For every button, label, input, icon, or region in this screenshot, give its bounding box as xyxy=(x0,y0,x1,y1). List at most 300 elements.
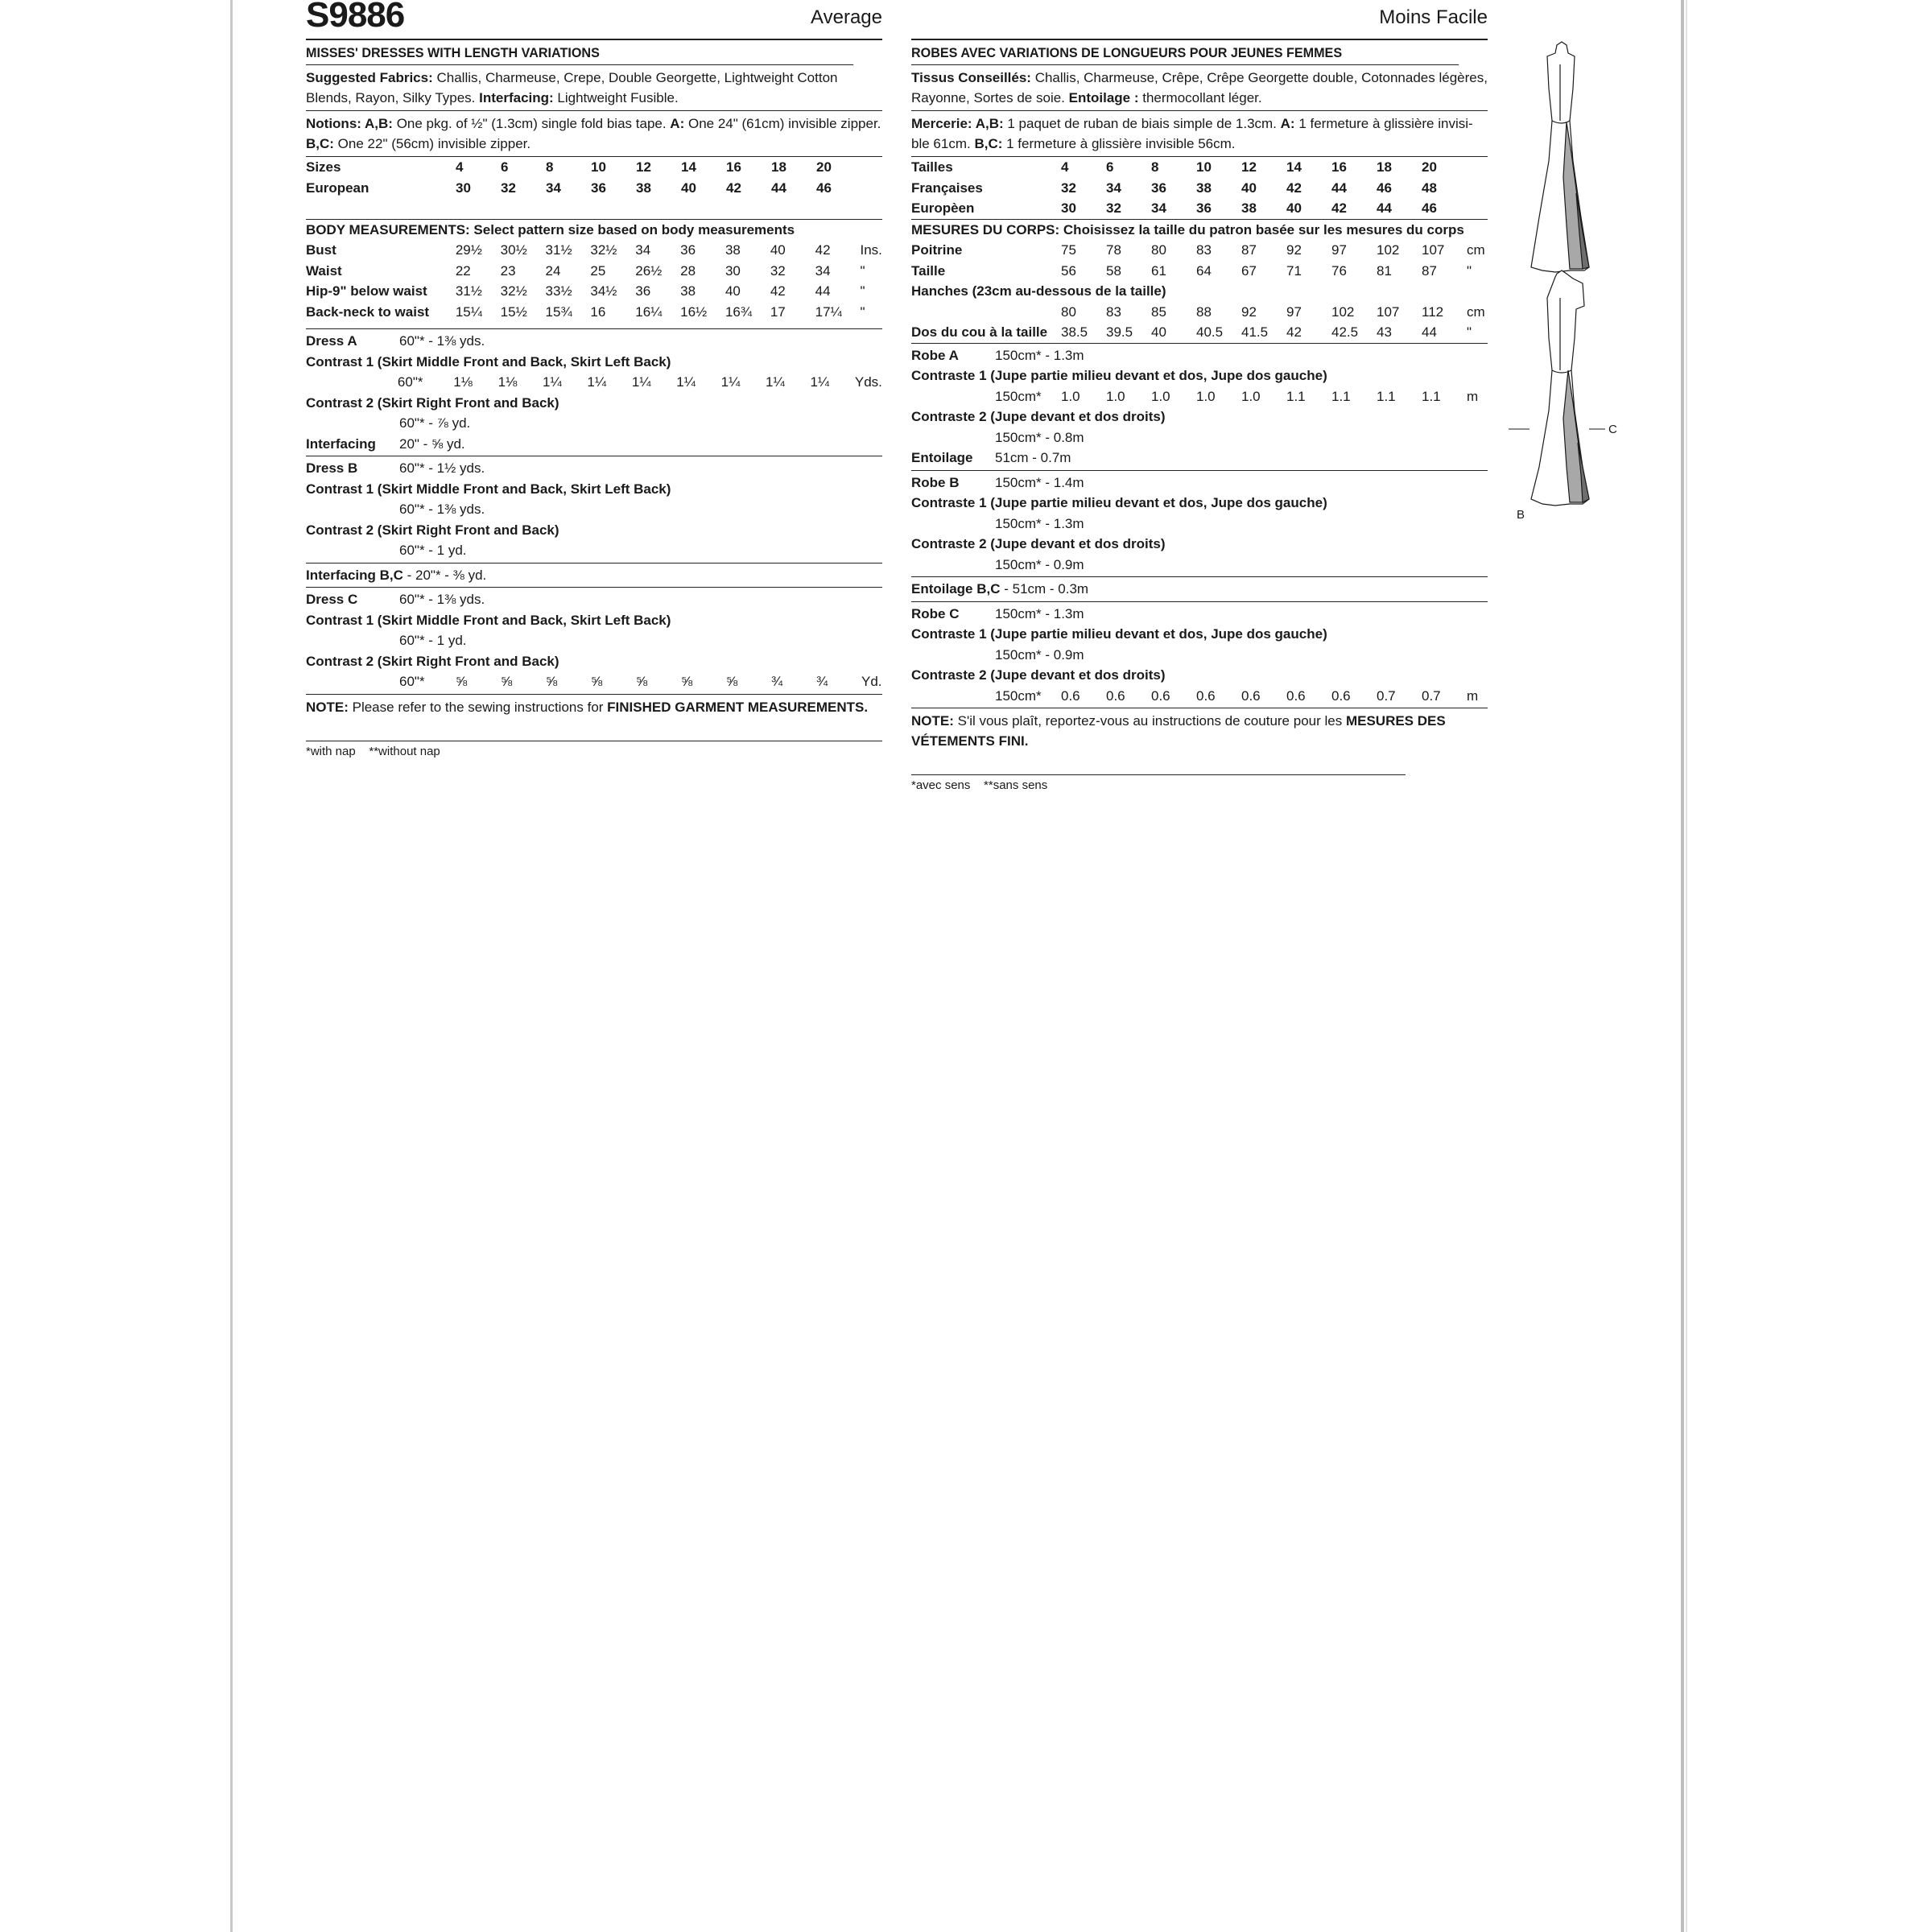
cell: Yd. xyxy=(861,674,882,689)
dress-b-qty: 60"* - 1½ yds. xyxy=(399,460,485,476)
cell: " xyxy=(1467,262,1472,279)
cell: cm xyxy=(1467,303,1485,320)
cell: 14 xyxy=(681,159,696,175)
cell: 60"* xyxy=(399,674,425,689)
cell: 1⅛ xyxy=(497,374,518,390)
cell: 85 xyxy=(1151,303,1166,320)
fr-a-contrast2-label xyxy=(911,407,1488,427)
cell: 1.0 xyxy=(1241,388,1261,404)
robe-c-label: Robe C xyxy=(911,605,960,621)
cell: 12 xyxy=(636,159,651,175)
cell: 8 xyxy=(546,159,554,175)
notions-bc-text: 1 fermeture à glissière invisible 56cm. xyxy=(1002,136,1236,151)
cell: 1¼ xyxy=(720,374,741,390)
cell: 12 xyxy=(1241,159,1257,175)
row-label: Taille xyxy=(911,262,946,279)
fr-a-entoilage-qty: 51cm - 0.7m xyxy=(995,450,1071,465)
robe-a-qty: 150cm* - 1.3m xyxy=(995,347,1084,363)
cell: 30½ xyxy=(500,242,527,258)
dress-a-qty: 60"* - 1⅜ yds. xyxy=(399,333,485,349)
cell xyxy=(911,386,995,407)
fr-a-entoilage-line xyxy=(911,448,1488,469)
cell: 36 xyxy=(680,242,696,258)
robe-a-line xyxy=(911,345,1488,366)
cell: 42 xyxy=(770,283,786,299)
dress-a-drawing xyxy=(1531,42,1589,272)
cell: 87 xyxy=(1241,242,1257,258)
english-column xyxy=(306,0,882,758)
fr-header xyxy=(911,0,1488,40)
c-contrast1-label xyxy=(306,610,882,631)
cell: 97 xyxy=(1286,303,1302,320)
cell: 33½ xyxy=(545,283,572,299)
fr-b-contrast1-text: Contraste 1 (Jupe partie milieu devant et dos, Jupe dos gauche) xyxy=(911,495,1327,510)
cell: 22 xyxy=(455,262,471,279)
cell: 4 xyxy=(1061,159,1069,175)
cell: 38 xyxy=(1196,180,1212,196)
cell: ⅝ xyxy=(726,674,738,689)
fr-title: ROBES AVEC VARIATIONS DE LONGUEURS POUR JEUNES FEMMES xyxy=(911,40,1459,65)
cell: 80 xyxy=(1151,242,1166,258)
dress-b-drawing xyxy=(1531,270,1589,506)
interfacing-text: Lightweight Fusible. xyxy=(553,90,679,105)
dos-row xyxy=(911,322,1488,343)
dress-b-label: Dress B xyxy=(306,460,358,476)
cell: 38 xyxy=(680,283,696,299)
cell: 40 xyxy=(1286,200,1302,216)
cell: 0.6 xyxy=(1106,687,1125,704)
note-bold: MESURES DES VÉTEMENTS FINI. xyxy=(911,713,1446,749)
cell xyxy=(1467,198,1488,219)
cell: 102 xyxy=(1377,242,1400,258)
cell: 40 xyxy=(1151,324,1166,340)
cell: 40 xyxy=(1241,180,1257,196)
cell: 20 xyxy=(1422,159,1437,175)
cell: 31½ xyxy=(545,242,572,258)
fr-b-contrast1-label xyxy=(911,493,1488,514)
fr-fabrics xyxy=(911,65,1488,111)
row-label: Tailles xyxy=(911,159,953,175)
cell: 67 xyxy=(1241,262,1257,279)
cell: 150cm* xyxy=(995,687,1042,704)
fr-c-contrast1-label xyxy=(911,624,1488,645)
cell xyxy=(911,302,1061,323)
page-edge-right xyxy=(1681,0,1684,1932)
cell: 107 xyxy=(1377,303,1400,320)
c-contrast1-qty: 60"* - 1 yd. xyxy=(399,633,467,648)
row-label: Dos du cou à la taille xyxy=(911,324,1048,340)
cell: 29½ xyxy=(455,242,482,258)
sizes-row xyxy=(911,157,1488,178)
robe-b-line xyxy=(911,473,1488,493)
a-contrast1-row xyxy=(306,372,882,393)
cell: 4 xyxy=(456,159,464,175)
en-dress-c-block xyxy=(306,588,882,695)
poitrine-row xyxy=(911,240,1488,261)
waist-row xyxy=(306,261,882,282)
fr-a-contrast2-text: Contraste 2 (Jupe devant et dos droits) xyxy=(911,409,1166,424)
cell: 43 xyxy=(1377,324,1392,340)
fr-c-contrast2-label xyxy=(911,665,1488,686)
cell: 46 xyxy=(816,180,832,196)
row-label: Back-neck to waist xyxy=(306,303,430,320)
en-note xyxy=(306,695,882,720)
cell: 42 xyxy=(815,242,831,258)
cell xyxy=(306,372,398,393)
cell: 76 xyxy=(1331,262,1347,279)
fr-note xyxy=(911,708,1488,753)
robe-c-qty: 150cm* - 1.3m xyxy=(995,605,1084,621)
fabrics-text: Challis, Charmeuse, Crepe, Double Georgette, Lightweight Cotton Blends, Rayon, Silky Types. xyxy=(306,70,838,105)
cell: 44 xyxy=(1422,324,1437,340)
cell: 40 xyxy=(681,180,696,196)
fr-footnote: *avec sens **sans sens xyxy=(911,778,1048,792)
cell: 38.5 xyxy=(1061,324,1088,340)
cell: 32 xyxy=(770,262,786,279)
cell xyxy=(306,198,882,219)
cell: 16 xyxy=(1331,159,1347,175)
c-contrast1-text: Contrast 1 (Skirt Middle Front and Back, Skirt Left Back) xyxy=(306,612,671,628)
robe-c-line xyxy=(911,604,1488,625)
cell: 46 xyxy=(1377,180,1392,196)
dress-a-label: Dress A xyxy=(306,333,357,349)
cell: 10 xyxy=(1196,159,1212,175)
cell xyxy=(306,322,882,328)
cell: 10 xyxy=(591,159,606,175)
cell: 34 xyxy=(635,242,651,258)
cell: 0.6 xyxy=(1151,687,1170,704)
dress-c-line xyxy=(306,589,882,610)
en-header xyxy=(306,0,882,40)
interfacing-text: thermocollant léger. xyxy=(1138,90,1262,105)
row-label: Hanches (23cm au-dessous de la taille) xyxy=(911,283,1166,299)
cell: 18 xyxy=(771,159,786,175)
cell: 97 xyxy=(1331,242,1347,258)
cell: 64 xyxy=(1196,262,1212,279)
cell: 92 xyxy=(1241,303,1257,320)
notions-a-text: 1 fermeture à glissière invisi-ble 61cm. xyxy=(911,116,1473,151)
european-row xyxy=(306,178,882,199)
fr-robe-c-block xyxy=(911,602,1488,709)
back-row xyxy=(306,302,882,323)
fr-a-contrast1-row xyxy=(911,386,1488,407)
b-contrast2-text: Contrast 2 (Skirt Right Front and Back) xyxy=(306,522,559,538)
note-text: S'il vous plaît, reportez-vous au instructions de couture pour les xyxy=(953,713,1346,729)
row-label: European xyxy=(306,180,369,196)
fr-c-contrast1-text: Contraste 1 (Jupe partie milieu devant et dos, Jupe dos gauche) xyxy=(911,626,1327,642)
cell: 107 xyxy=(1422,242,1445,258)
cell: 30 xyxy=(456,180,471,196)
bust-row xyxy=(306,240,882,261)
a-interfacing-label: Interfacing xyxy=(306,436,376,452)
fr-c-contrast2-row xyxy=(911,686,1488,707)
en-fabrics xyxy=(306,65,882,111)
cell: 40 xyxy=(770,242,786,258)
cell: 42 xyxy=(1286,324,1302,340)
notions-label: Notions: A,B: xyxy=(306,116,393,131)
cell: 18 xyxy=(1377,159,1392,175)
cell: m xyxy=(1467,687,1479,704)
cell xyxy=(861,157,882,178)
robe-a-label: Robe A xyxy=(911,347,959,363)
fr-body-heading: MESURES DU CORPS: Choisissez la taille du patron basée sur les mesures du corps xyxy=(911,219,1488,241)
cell: 15¼ xyxy=(455,303,482,320)
cell: ⅝ xyxy=(501,674,513,689)
fr-b-contrast2-label xyxy=(911,534,1488,555)
cell: 1¼ xyxy=(543,374,562,390)
fr-c-contrast2-text: Contraste 2 (Jupe devant et dos droits) xyxy=(911,667,1166,683)
cell: 75 xyxy=(1061,242,1076,258)
cell xyxy=(1467,178,1488,199)
a-interfacing-qty: 20" - ⅝ yd. xyxy=(399,436,465,452)
spacer-row xyxy=(306,322,882,328)
dress-c-qty: 60"* - 1⅜ yds. xyxy=(399,592,485,607)
pattern-code: S9886 xyxy=(306,0,405,35)
cell: 34 xyxy=(546,180,561,196)
taille-row xyxy=(911,261,1488,282)
fr-difficulty-level: Moins Facile xyxy=(1379,6,1488,28)
cell: 16 xyxy=(726,159,741,175)
note-bold: FINISHED GARMENT MEASUREMENTS. xyxy=(607,699,869,715)
europeen-row xyxy=(911,198,1488,219)
fr-size-table xyxy=(911,157,1488,219)
cell: 26½ xyxy=(635,262,663,279)
cell: 32 xyxy=(1106,200,1121,216)
cell: ¾ xyxy=(816,674,828,689)
cell: 1.1 xyxy=(1331,388,1351,404)
cell: 1.1 xyxy=(1286,388,1306,404)
fr-a-contrast2-qty: 150cm* - 0.8m xyxy=(995,429,1084,445)
cell: 81 xyxy=(1377,262,1392,279)
cell: 0.6 xyxy=(1286,687,1306,704)
notions-bc-label: B,C: xyxy=(974,136,1003,151)
cell: 28 xyxy=(680,262,696,279)
notions-a-label: A: xyxy=(1280,116,1295,131)
cell: 38 xyxy=(1241,200,1257,216)
label-c: C xyxy=(1608,423,1617,436)
a-interfacing-line xyxy=(306,434,882,455)
cell: " xyxy=(1467,324,1472,340)
cell: 24 xyxy=(545,262,561,279)
b-contrast1-label xyxy=(306,479,882,500)
sizes-row xyxy=(306,157,882,178)
cell: 1¼ xyxy=(587,374,607,390)
c-contrast2-label xyxy=(306,651,882,672)
notions-text: 1 paquet de ruban de biais simple de 1.3cm. xyxy=(1003,116,1281,131)
cell: " xyxy=(860,283,865,299)
en-interfacing-bc-block xyxy=(306,564,882,588)
cell xyxy=(861,178,882,199)
cell: cm xyxy=(1467,242,1485,258)
en-notions xyxy=(306,111,882,157)
cell: 78 xyxy=(1106,242,1121,258)
row-label: Bust xyxy=(306,242,336,258)
cell: 8 xyxy=(1151,159,1159,175)
a-contrast2-text: Contrast 2 (Skirt Right Front and Back) xyxy=(306,394,559,411)
a-contrast2-qty: 60"* - ⅞ yd. xyxy=(399,415,471,431)
cell: Yds. xyxy=(854,374,882,390)
cell: 83 xyxy=(1106,303,1121,320)
cell: ⅝ xyxy=(546,674,558,689)
cell: 1.1 xyxy=(1422,388,1441,404)
cell: 44 xyxy=(1331,180,1347,196)
cell: 32 xyxy=(501,180,516,196)
cell: 1.1 xyxy=(1377,388,1396,404)
dress-b-line xyxy=(306,458,882,479)
row-label: Françaises xyxy=(911,180,983,196)
spacer-row xyxy=(306,198,882,219)
cell: 39.5 xyxy=(1106,324,1133,340)
notions-a-label: A: xyxy=(670,116,685,131)
cell: 1.0 xyxy=(1061,388,1080,404)
cell: 17¼ xyxy=(815,303,842,320)
cell: 36 xyxy=(591,180,606,196)
a-contrast2-label xyxy=(306,393,882,414)
entoilage-bc-qty: - 51cm - 0.3m xyxy=(1000,581,1089,597)
cell: ¾ xyxy=(771,674,783,689)
cell: 30 xyxy=(1061,200,1076,216)
cell: 42 xyxy=(1331,200,1347,216)
francaises-row xyxy=(911,178,1488,199)
fr-c-contrast1-qty: 150cm* - 0.9m xyxy=(995,646,1084,663)
cell: ⅝ xyxy=(636,674,648,689)
cell: 6 xyxy=(1106,159,1114,175)
cell: 48 xyxy=(1422,180,1437,196)
cell: 1.0 xyxy=(1196,388,1216,404)
en-body-table xyxy=(306,240,882,328)
fr-b-contrast2-text: Contraste 2 (Jupe devant et dos droits) xyxy=(911,536,1166,551)
cell: 36 xyxy=(635,283,651,299)
fr-a-entoilage-label: Entoilage xyxy=(911,450,973,465)
c-contrast2-table xyxy=(306,671,882,692)
hanches-row xyxy=(911,302,1488,323)
cell: 0.6 xyxy=(1196,687,1216,704)
hip-row xyxy=(306,281,882,302)
cell: 44 xyxy=(815,283,831,299)
fabrics-label: Tissus Conseillés: xyxy=(911,70,1031,85)
interfacing-bc-line xyxy=(306,565,882,586)
cell xyxy=(306,671,399,692)
en-footnote: *with nap **without nap xyxy=(306,744,440,758)
interfacing-bc-qty: - 20"* - ⅜ yd. xyxy=(402,567,487,583)
cell: 16 xyxy=(590,303,606,320)
cell: 1¼ xyxy=(631,374,651,390)
entoilage-bc-line xyxy=(911,579,1488,600)
cell: 23 xyxy=(500,262,516,279)
cell: 6 xyxy=(501,159,509,175)
cell xyxy=(1467,157,1488,178)
notions-bc-text: One 22" (56cm) invisible zipper. xyxy=(333,136,531,151)
a-contrast1-text: Contrast 1 (Skirt Middle Front and Back, Skirt Left Back) xyxy=(306,353,671,369)
fabrics-text: Challis, Charmeuse, Crêpe, Crêpe Georgette double, Cotonnades légères, Rayonne, Sortes de soie. xyxy=(911,70,1488,105)
interfacing-label: Entoilage : xyxy=(1068,90,1139,105)
cell: 16¾ xyxy=(724,303,753,320)
cell: 58 xyxy=(1106,262,1121,279)
c-contrast2-text: Contrast 2 (Skirt Right Front and Back) xyxy=(306,653,559,669)
cell: 42 xyxy=(726,180,741,196)
b-contrast2-label xyxy=(306,520,882,541)
en-dress-b-block xyxy=(306,456,882,564)
cell: 0.7 xyxy=(1377,687,1396,704)
cell: 15¾ xyxy=(545,303,572,320)
cell: 42.5 xyxy=(1331,324,1359,340)
cell: 61 xyxy=(1151,262,1166,279)
row-label: Poitrine xyxy=(911,242,963,258)
cell: 1.0 xyxy=(1151,388,1170,404)
cell: 30 xyxy=(724,262,741,279)
notions-a-text: One 24" (61cm) invisible zipper. xyxy=(684,116,881,131)
page-edge-shadow xyxy=(1686,0,1687,1932)
cell xyxy=(911,686,995,707)
cell: 32½ xyxy=(590,242,617,258)
row-label: Europèen xyxy=(911,200,975,216)
cell: 36 xyxy=(1151,180,1166,196)
cell: 16½ xyxy=(680,303,708,320)
cell: 34 xyxy=(1151,200,1166,216)
en-title: MISSES' DRESSES WITH LENGTH VARIATIONS xyxy=(306,40,853,65)
cell: 40 xyxy=(724,283,741,299)
dress-a-line xyxy=(306,331,882,352)
fabrics-label: Suggested Fabrics: xyxy=(306,70,433,85)
cell: 34½ xyxy=(590,283,617,299)
cell: 44 xyxy=(1377,200,1392,216)
cell: 83 xyxy=(1196,242,1212,258)
interfacing-bc-label: Interfacing B,C xyxy=(306,567,403,583)
fr-entoilage-bc-block xyxy=(911,577,1488,602)
cell: 15½ xyxy=(500,303,527,320)
row-label: Waist xyxy=(306,262,342,279)
fr-a-contrast1-text: Contraste 1 (Jupe partie milieu devant et dos, Jupe dos gauche) xyxy=(911,368,1327,383)
hanches-label-row xyxy=(911,281,1488,302)
cell: 17 xyxy=(770,303,786,320)
a-contrast1-label xyxy=(306,352,882,373)
interfacing-label: Interfacing: xyxy=(479,90,554,105)
cell: 0.7 xyxy=(1422,687,1441,704)
row-label: Hip-9" below waist xyxy=(306,283,427,299)
cell: 1¼ xyxy=(766,374,785,390)
difficulty-level: Average xyxy=(811,6,882,28)
cell: 31½ xyxy=(455,283,482,299)
label-b: B xyxy=(1517,508,1525,522)
row-label: Sizes xyxy=(306,159,341,175)
cell: 36 xyxy=(1196,200,1212,216)
french-column xyxy=(911,0,1488,792)
notions-bc-label: B,C: xyxy=(306,136,334,151)
note-text: Please refer to the sewing instructions for xyxy=(348,699,608,715)
fr-robe-b-block xyxy=(911,471,1488,578)
page-edge-left xyxy=(230,0,233,1932)
cell: 0.6 xyxy=(1241,687,1261,704)
cell: 20 xyxy=(816,159,832,175)
cell: 88 xyxy=(1196,303,1212,320)
robe-b-qty: 150cm* - 1.4m xyxy=(995,474,1084,490)
cell: 1¼ xyxy=(810,374,830,390)
c-contrast2-row xyxy=(306,671,882,692)
cell: 46 xyxy=(1422,200,1437,216)
notions-label: Mercerie: A,B: xyxy=(911,116,1004,131)
cell: 32½ xyxy=(500,283,527,299)
cell: ⅝ xyxy=(681,674,693,689)
fr-robe-a-block xyxy=(911,343,1488,471)
note-label: NOTE: xyxy=(306,699,349,715)
dress-illustrations xyxy=(1505,32,1618,531)
cell: 40.5 xyxy=(1196,324,1224,340)
en-dress-a-block xyxy=(306,328,882,456)
robe-b-label: Robe B xyxy=(911,474,960,490)
cell: 0.6 xyxy=(1061,687,1080,704)
cell: 1¼ xyxy=(676,374,696,390)
cell: 1⅛ xyxy=(453,374,473,390)
